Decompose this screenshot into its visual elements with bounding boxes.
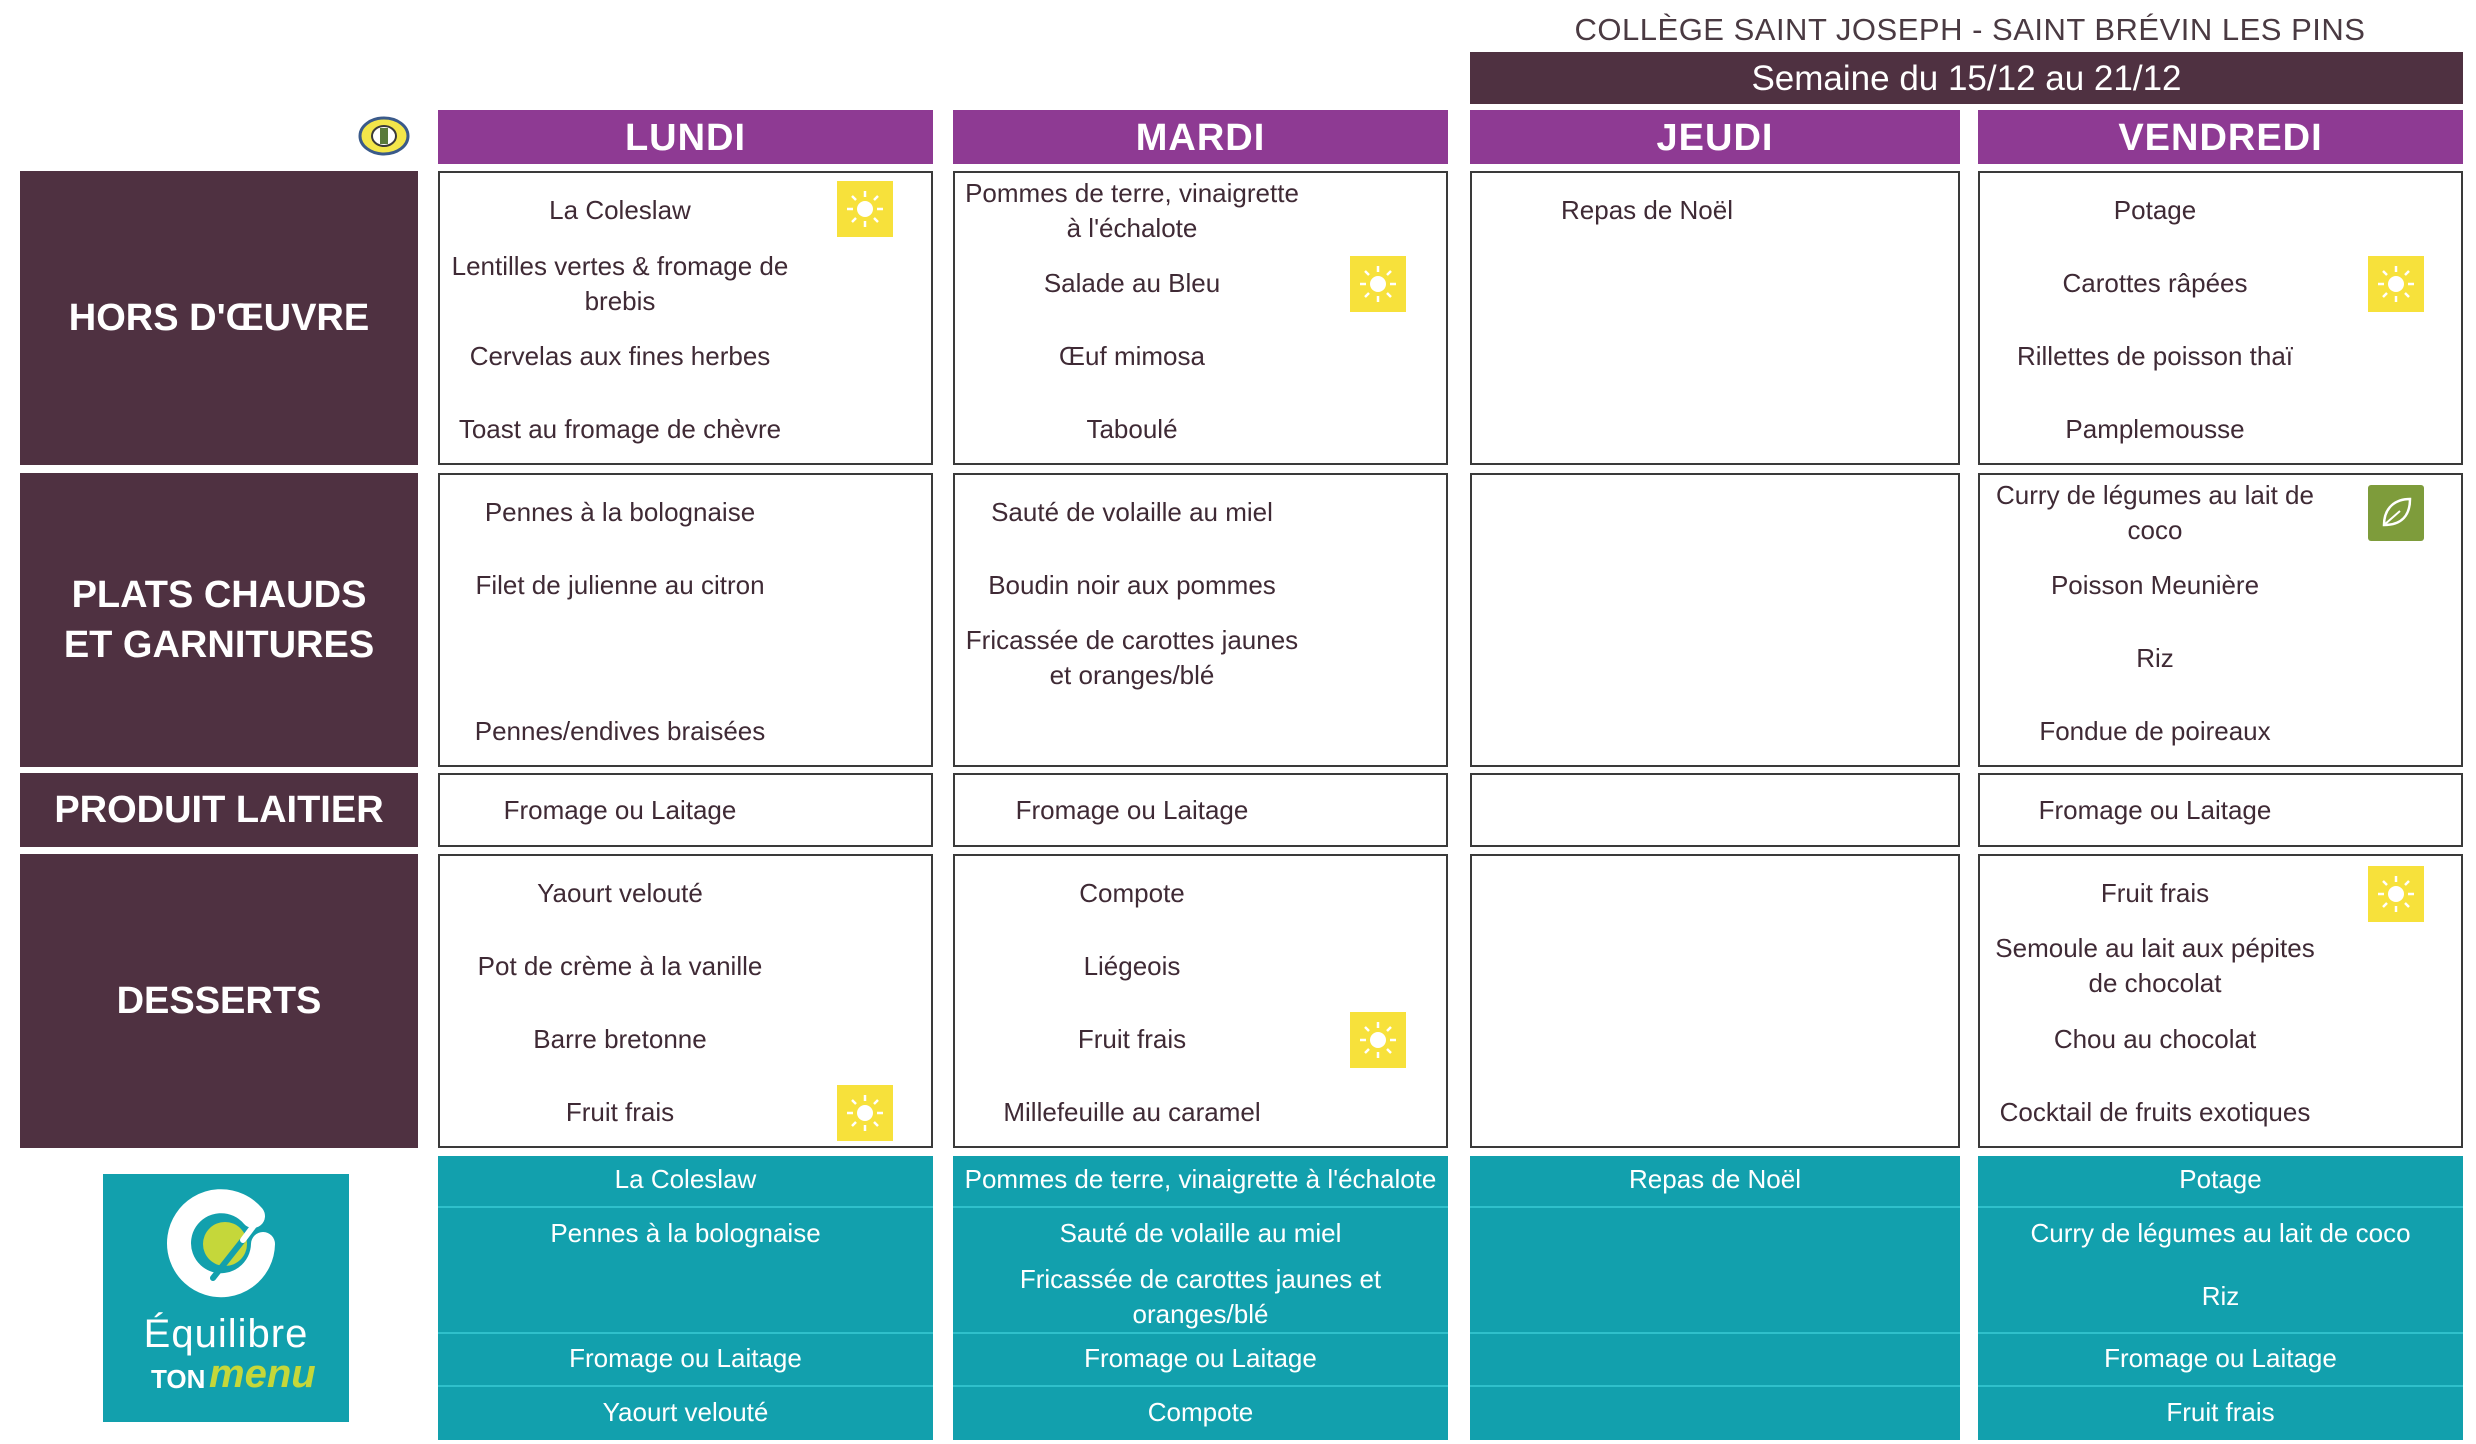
- cell-mardi-plats: [953, 473, 1448, 767]
- menu-item: Fromage ou Laitage: [2038, 795, 2272, 825]
- menu-item: Riz: [2136, 643, 2174, 673]
- cell-jeudi-desserts: [1470, 854, 1960, 1148]
- menu-item: Œuf mimosa: [1059, 341, 1205, 371]
- menu-item: Barre bretonne: [533, 1024, 707, 1054]
- school-title: COLLÈGE SAINT JOSEPH - SAINT BRÉVIN LES PINS: [1574, 12, 2366, 47]
- menu-item: Salade au Bleu: [1043, 268, 1221, 298]
- cell-lundi-hors: [438, 171, 933, 465]
- summary-item: Riz: [2201, 1281, 2240, 1311]
- menu-item: Pot de crème à la vanille: [477, 951, 763, 981]
- menu-item: Compote: [1079, 878, 1185, 908]
- menu-item: Fromage ou Laitage: [503, 795, 737, 825]
- summary-mardi: [953, 1156, 1448, 1440]
- menu-item: Chou au chocolat: [2053, 1024, 2257, 1054]
- summary-jeudi: [1470, 1156, 1960, 1440]
- cell-lundi-plats: [438, 473, 933, 767]
- summary-item: Fromage ou Laitage: [569, 1343, 802, 1373]
- summary-vendredi: [1978, 1156, 2463, 1440]
- menu-item: Pennes à la bolognaise: [484, 497, 756, 527]
- cell-jeudi-laitier: [1470, 773, 1960, 847]
- menu-item: Fruit frais: [565, 1097, 675, 1127]
- cell-vendredi-plats: [1978, 473, 2463, 767]
- menu-item: Pennes/endives braisées: [474, 716, 766, 746]
- summary-item: Compote: [1147, 1397, 1254, 1427]
- menu-item: Rillettes de poisson thaï: [2016, 341, 2294, 371]
- school-crest-icon: [356, 110, 412, 158]
- day-header-lundi: LUNDI: [438, 110, 933, 164]
- category-label: DESSERTS: [116, 980, 322, 1022]
- summary-item: La Coleslaw: [614, 1164, 757, 1194]
- leaf-icon: [2368, 485, 2424, 541]
- menu-item: Cervelas aux fines herbes: [469, 341, 771, 371]
- cell-mardi-hors: [953, 171, 1448, 465]
- summary-item: Pommes de terre, vinaigrette à l'échalote: [964, 1164, 1437, 1194]
- cell-jeudi-plats: [1470, 473, 1960, 767]
- day-header-vendredi: VENDREDI: [1978, 110, 2463, 164]
- menu-item: Taboulé: [1086, 414, 1178, 444]
- cell-vendredi-desserts: [1978, 854, 2463, 1148]
- cell-lundi-desserts: [438, 854, 933, 1148]
- summary-item: Curry de légumes au lait de coco: [2030, 1218, 2411, 1248]
- sun-icon: [2368, 256, 2424, 312]
- cell-vendredi-hors: [1978, 171, 2463, 465]
- menu-item: Toast au fromage de chèvre: [458, 414, 782, 444]
- sun-icon: [837, 1085, 893, 1141]
- cell-mardi-laitier: [953, 773, 1448, 847]
- menu-item: Curry de légumes au lait de coco: [1996, 480, 2314, 545]
- menu-item: Sauté de volaille au miel: [991, 497, 1273, 527]
- week-banner: Semaine du 15/12 au 21/12: [1470, 52, 2463, 104]
- sun-icon: [837, 181, 893, 237]
- menu-item: Filet de julienne au citron: [475, 570, 765, 600]
- menu-item: Fricassée de carottes jaunes et oranges/blé: [965, 625, 1299, 690]
- summary-item: Sauté de volaille au miel: [1059, 1218, 1342, 1248]
- menu-item: La Coleslaw: [549, 195, 691, 225]
- category-produit-laitier: [20, 773, 418, 847]
- category-label-line2: ET GARNITURES: [63, 624, 375, 666]
- cell-vendredi-laitier: [1978, 773, 2463, 847]
- menu-item: Poisson Meunière: [2050, 570, 2260, 600]
- day-header-mardi: MARDI: [953, 110, 1448, 164]
- summary-item: Potage: [2179, 1164, 2262, 1194]
- cell-lundi-laitier: [438, 773, 933, 847]
- category-label: HORS D'ŒUVRE: [68, 297, 370, 339]
- day-header-jeudi: JEUDI: [1470, 110, 1960, 164]
- menu-item: Semoule au lait aux pépites de chocolat: [1995, 933, 2315, 998]
- cell-jeudi-hors: [1470, 171, 1960, 465]
- menu-item: Pommes de terre, vinaigrette à l'échalote: [965, 178, 1299, 243]
- logo-text-equilibre: Équilibre: [143, 1312, 309, 1356]
- summary-item: Repas de Noël: [1629, 1164, 1801, 1194]
- menu-item: Millefeuille au caramel: [1003, 1097, 1261, 1127]
- menu-item: Repas de Noël: [1561, 195, 1733, 225]
- cell-mardi-desserts: [953, 854, 1448, 1148]
- summary-item: Fromage ou Laitage: [2104, 1343, 2337, 1373]
- sun-icon: [1350, 1012, 1406, 1068]
- category-plats-chauds: [20, 473, 418, 767]
- menu-item: Lentilles vertes & fromage de brebis: [451, 251, 789, 316]
- fork-logo-icon: [103, 1174, 349, 1314]
- summary-item: Fricassée de carottes jaunes et oranges/blé: [1019, 1264, 1382, 1329]
- summary-item: Yaourt velouté: [602, 1397, 769, 1427]
- sun-icon: [1350, 256, 1406, 312]
- menu-item: Fromage ou Laitage: [1015, 795, 1249, 825]
- menu-item: Yaourt velouté: [537, 878, 703, 908]
- menu-item: Fruit frais: [2100, 878, 2210, 908]
- logo-text-menu: menu: [209, 1352, 316, 1396]
- category-label-line1: PLATS CHAUDS: [71, 574, 367, 616]
- menu-item: Cocktail de fruits exotiques: [1999, 1097, 2311, 1127]
- category-label: PRODUIT LAITIER: [54, 789, 384, 831]
- logo-text-ton: TON: [151, 1364, 206, 1394]
- equilibre-ton-menu-logo: [103, 1174, 349, 1422]
- menu-item: Boudin noir aux pommes: [988, 570, 1276, 600]
- category-hors-doeuvre: [20, 171, 418, 465]
- menu-item: Fondue de poireaux: [2039, 716, 2271, 746]
- menu-item: Liégeois: [1083, 951, 1181, 981]
- sun-icon: [2368, 866, 2424, 922]
- menu-item: Carottes râpées: [2062, 268, 2248, 298]
- summary-item: Fromage ou Laitage: [1084, 1343, 1317, 1373]
- summary-item: Fruit frais: [2166, 1397, 2275, 1427]
- menu-item: Pamplemousse: [2065, 414, 2245, 444]
- category-desserts: [20, 854, 418, 1148]
- menu-item: Potage: [2113, 195, 2197, 225]
- summary-item: Pennes à la bolognaise: [550, 1218, 821, 1248]
- menu-item: Fruit frais: [1077, 1024, 1187, 1054]
- summary-lundi: [438, 1156, 933, 1440]
